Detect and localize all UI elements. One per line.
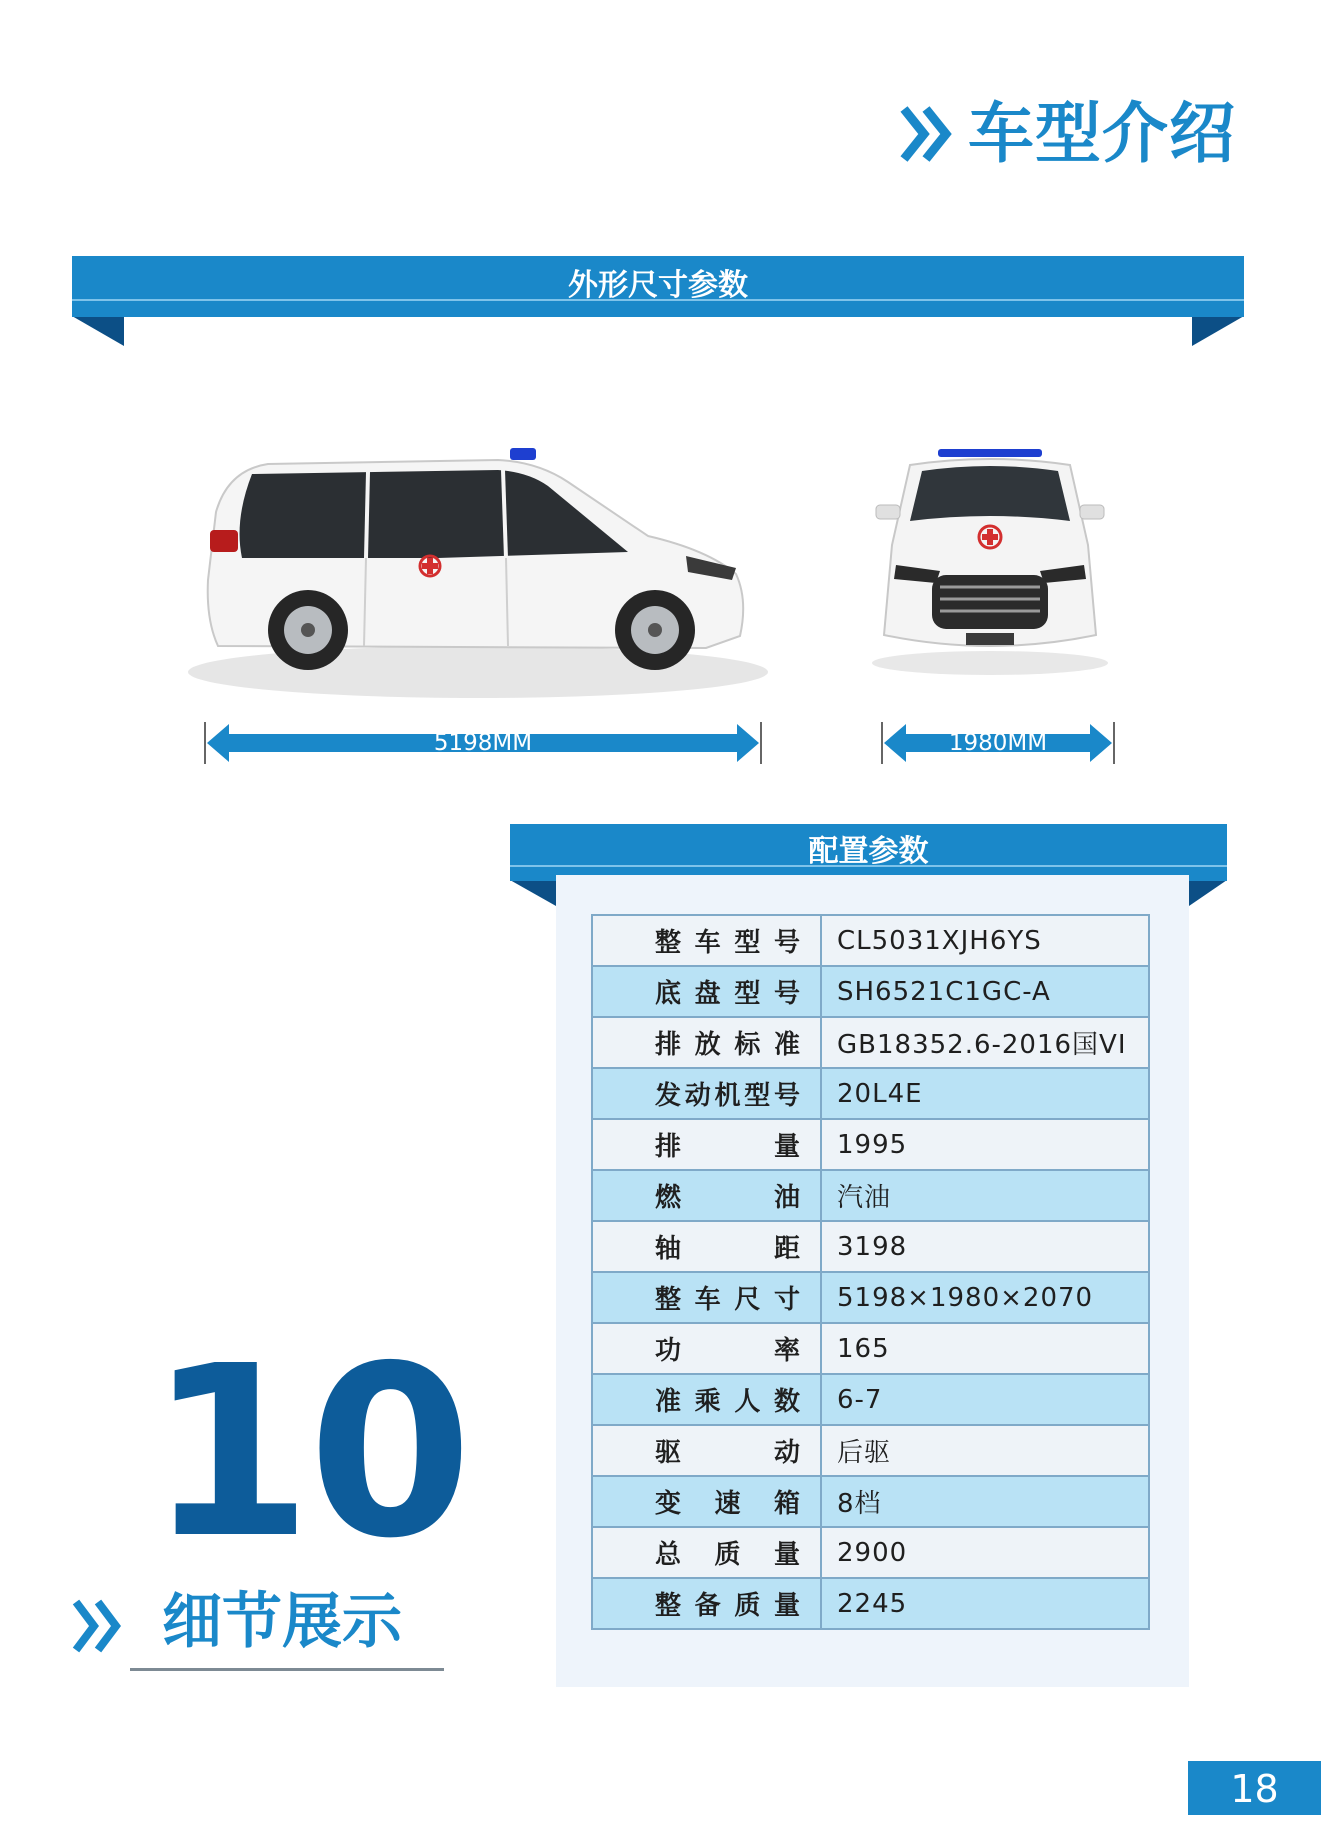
page-number-badge xyxy=(1188,1761,1321,1815)
spec-value: 2245 xyxy=(821,1578,1149,1629)
spec-label: 排放标准 xyxy=(592,1017,821,1068)
table-row xyxy=(592,1119,1149,1170)
spec-label: 整车尺寸 xyxy=(592,1272,821,1323)
spec-value: 165 xyxy=(821,1323,1149,1374)
table-row xyxy=(592,1272,1149,1323)
table-row xyxy=(592,1476,1149,1527)
table-row xyxy=(592,1170,1149,1221)
config-banner-label: 配置参数 xyxy=(808,834,929,869)
spec-value: 1995 xyxy=(821,1119,1149,1170)
config-banner-bar xyxy=(510,824,1227,881)
spec-label: 燃油 xyxy=(592,1170,821,1221)
spec-label: 功率 xyxy=(592,1323,821,1374)
page-title: 车型介绍 xyxy=(968,95,1236,172)
double-chevron-right-icon xyxy=(900,105,952,163)
spec-label: 轴距 xyxy=(592,1221,821,1272)
spec-value: GB18352.6-2016国VI xyxy=(821,1017,1149,1068)
width-dimension-label: 1980MM xyxy=(948,730,1048,756)
section-number: 10 xyxy=(148,1315,469,1590)
spec-value: CL5031XJH6YS xyxy=(821,915,1149,966)
spec-value: 3198 xyxy=(821,1221,1149,1272)
spec-label: 整备质量 xyxy=(592,1578,821,1629)
table-row xyxy=(592,1578,1149,1629)
dimensions-banner-bar xyxy=(72,256,1244,317)
config-table xyxy=(591,914,1150,1630)
config-ribbon-fold-left xyxy=(510,880,556,906)
config-ribbon-fold-right xyxy=(1189,880,1227,906)
table-row xyxy=(592,915,1149,966)
spec-value: 后驱 xyxy=(821,1425,1149,1476)
table-row xyxy=(592,1425,1149,1476)
section-title: 细节展示 xyxy=(162,1587,402,1657)
ribbon-fold-right xyxy=(1192,316,1244,346)
spec-value: 8档 xyxy=(821,1476,1149,1527)
spec-label: 总质量 xyxy=(592,1527,821,1578)
spec-value: 2900 xyxy=(821,1527,1149,1578)
table-row xyxy=(592,1017,1149,1068)
spec-label: 变速箱 xyxy=(592,1476,821,1527)
ambulance-front-view xyxy=(870,445,1110,675)
spec-value: SH6521C1GC-A xyxy=(821,966,1149,1017)
spec-value: 20L4E xyxy=(821,1068,1149,1119)
spec-label: 准乘人数 xyxy=(592,1374,821,1425)
dimensions-banner-label: 外形尺寸参数 xyxy=(568,268,748,303)
table-row xyxy=(592,1323,1149,1374)
spec-value: 汽油 xyxy=(821,1170,1149,1221)
table-row xyxy=(592,1374,1149,1425)
table-row xyxy=(592,1527,1149,1578)
page-number: 18 xyxy=(1230,1767,1279,1811)
ambulance-side-view xyxy=(188,440,768,700)
double-chevron-right-icon xyxy=(72,1598,122,1654)
spec-label: 驱动 xyxy=(592,1425,821,1476)
section-divider xyxy=(130,1668,444,1671)
table-row xyxy=(592,966,1149,1017)
table-row xyxy=(592,1068,1149,1119)
table-row xyxy=(592,1221,1149,1272)
spec-value: 5198×1980×2070 xyxy=(821,1272,1149,1323)
length-dimension-label: 5198MM xyxy=(433,730,533,756)
spec-label: 整车型号 xyxy=(592,915,821,966)
spec-label: 排量 xyxy=(592,1119,821,1170)
spec-value: 6-7 xyxy=(821,1374,1149,1425)
spec-label: 发动机型号 xyxy=(592,1068,821,1119)
ribbon-fold-left xyxy=(72,316,124,346)
spec-label: 底盘型号 xyxy=(592,966,821,1017)
